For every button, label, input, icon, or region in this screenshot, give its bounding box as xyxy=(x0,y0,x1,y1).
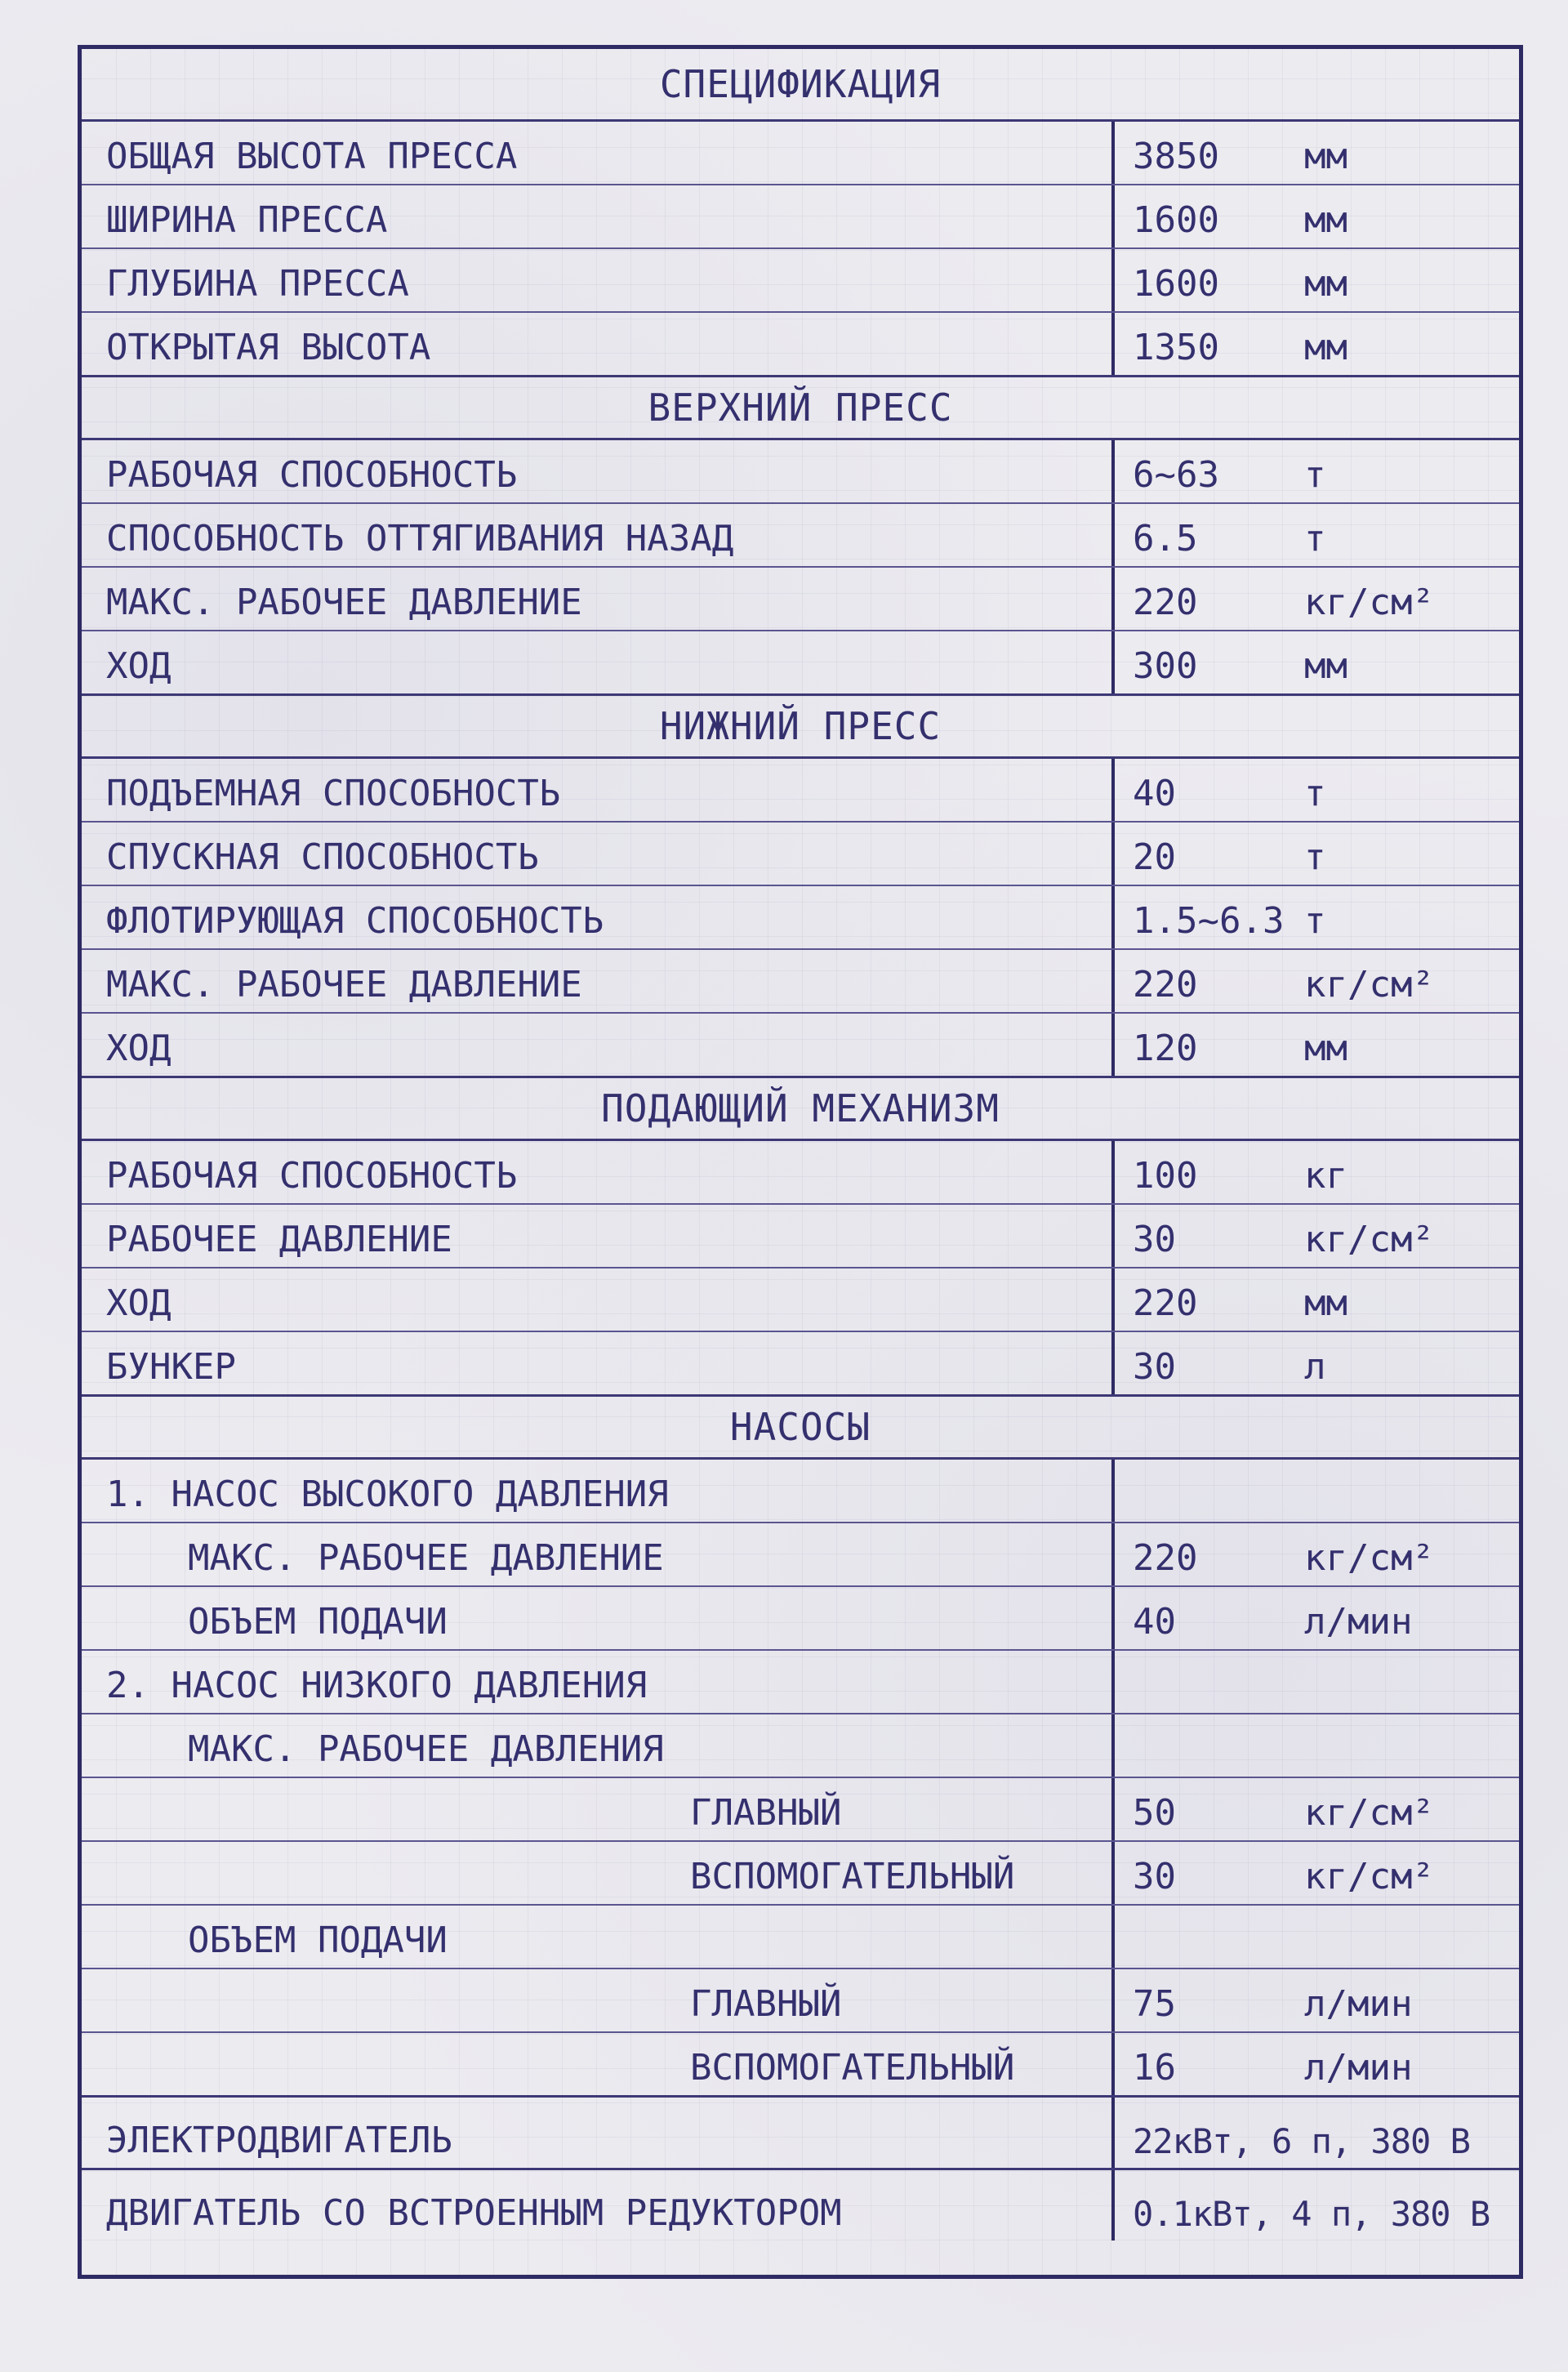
spec-row xyxy=(82,759,1519,823)
spec-value: 1600 xyxy=(1133,199,1219,241)
spec-unit: л xyxy=(1304,1346,1326,1388)
spec-value: 20 xyxy=(1133,836,1176,878)
spec-row xyxy=(82,1268,1519,1332)
spec-row-electric-motor xyxy=(82,2098,1519,2170)
spec-unit: мм xyxy=(1304,1028,1348,1069)
spec-label: РАБОЧЕЕ ДАВЛЕНИЕ xyxy=(82,1205,1115,1267)
spec-value: 16 xyxy=(1133,2047,1176,2089)
spec-row xyxy=(82,1906,1519,1969)
spec-label: ОБЪЕМ ПОДАЧИ xyxy=(82,1587,1115,1649)
spec-unit: кг xyxy=(1304,1155,1348,1197)
spec-unit: т xyxy=(1304,454,1326,496)
spec-row xyxy=(82,1141,1519,1205)
spec-value: 100 xyxy=(1133,1155,1198,1197)
spec-value: 1600 xyxy=(1133,263,1219,305)
spec-value: 30 xyxy=(1133,1346,1176,1388)
spec-label: ВСПОМОГАТЕЛЬНЫЙ xyxy=(82,1842,1115,1904)
spec-unit: кг/см² xyxy=(1304,582,1434,623)
spec-unit: мм xyxy=(1304,327,1348,368)
spec-unit: мм xyxy=(1304,1282,1348,1324)
spec-row xyxy=(82,1778,1519,1842)
spec-label: СПОСОБНОСТЬ ОТТЯГИВАНИЯ НАЗАД xyxy=(82,504,1115,566)
spec-row-width xyxy=(82,185,1519,249)
spec-value: 22кВт, 6 п, 380 В xyxy=(1133,2121,1470,2161)
spec-label: ХОД xyxy=(82,1014,1115,1076)
spec-label: ВСПОМОГАТЕЛЬНЫЙ xyxy=(82,2033,1115,2095)
spec-label: ФЛОТИРУЮЩАЯ СПОСОБНОСТЬ xyxy=(82,886,1115,948)
spec-unit: л/мин xyxy=(1304,1983,1413,2025)
spec-row xyxy=(82,1714,1519,1778)
spec-value: 300 xyxy=(1133,645,1198,687)
spec-unit: мм xyxy=(1304,136,1348,177)
spec-label: ШИРИНА ПРЕССА xyxy=(82,185,1115,247)
specification-sheet xyxy=(78,45,1523,2279)
spec-value: 120 xyxy=(1133,1028,1198,1069)
spec-value: 30 xyxy=(1133,1856,1176,1897)
spec-row xyxy=(82,1205,1519,1268)
spec-value: 40 xyxy=(1133,1601,1176,1643)
spec-unit: мм xyxy=(1304,263,1348,305)
spec-value: 6.5 xyxy=(1133,518,1198,560)
spec-label: МАКС. РАБОЧЕЕ ДАВЛЕНИЕ xyxy=(82,568,1115,630)
section-title-upper-press: ВЕРХНИЙ ПРЕСС xyxy=(82,377,1519,440)
spec-label: ПОДЪЕМНАЯ СПОСОБНОСТЬ xyxy=(82,759,1115,821)
spec-row xyxy=(82,568,1519,631)
spec-unit: т xyxy=(1304,518,1326,560)
spec-row xyxy=(82,823,1519,886)
spec-row-gear-motor xyxy=(82,2170,1519,2240)
spec-row xyxy=(82,1651,1519,1714)
spec-value: 1350 xyxy=(1133,327,1219,368)
spec-unit: т xyxy=(1304,836,1326,878)
spec-row xyxy=(82,1842,1519,1906)
spec-label: МАКС. РАБОЧЕЕ ДАВЛЕНИЯ xyxy=(82,1714,1115,1777)
spec-label: ЭЛЕКТРОДВИГАТЕЛЬ xyxy=(82,2098,1115,2168)
spec-label: 2. НАСОС НИЗКОГО ДАВЛЕНИЯ xyxy=(82,1651,1115,1713)
spec-label: ДВИГАТЕЛЬ СО ВСТРОЕННЫМ РЕДУКТОРОМ xyxy=(82,2170,1115,2240)
spec-unit: л/мин xyxy=(1304,1601,1413,1643)
spec-value: 40 xyxy=(1133,773,1176,814)
spec-unit: л/мин xyxy=(1304,2047,1413,2089)
spec-row xyxy=(82,1523,1519,1587)
spec-label: ГЛАВНЫЙ xyxy=(82,1778,1115,1840)
spec-row xyxy=(82,1014,1519,1078)
spec-row-depth xyxy=(82,249,1519,313)
spec-unit: мм xyxy=(1304,645,1348,687)
spec-label: СПУСКНАЯ СПОСОБНОСТЬ xyxy=(82,823,1115,885)
spec-row xyxy=(82,1332,1519,1397)
spec-label: РАБОЧАЯ СПОСОБНОСТЬ xyxy=(82,440,1115,502)
spec-label: БУНКЕР xyxy=(82,1332,1115,1394)
section-title-pumps: НАСОСЫ xyxy=(82,1397,1519,1460)
spec-row xyxy=(82,631,1519,696)
spec-row-total-height xyxy=(82,122,1519,185)
spec-unit: кг/см² xyxy=(1304,1792,1434,1834)
spec-row xyxy=(82,950,1519,1014)
spec-label: ОТКРЫТАЯ ВЫСОТА xyxy=(82,313,1115,375)
spec-label: 1. НАСОС ВЫСОКОГО ДАВЛЕНИЯ xyxy=(82,1460,1115,1522)
spec-label: ХОД xyxy=(82,631,1115,693)
spec-label: МАКС. РАБОЧЕЕ ДАВЛЕНИЕ xyxy=(82,1523,1115,1585)
spec-row xyxy=(82,1969,1519,2033)
spec-label: ОБЩАЯ ВЫСОТА ПРЕССА xyxy=(82,122,1115,184)
sheet-title: СПЕЦИФИКАЦИЯ xyxy=(82,49,1519,122)
spec-value: 0.1кВт, 4 п, 380 В xyxy=(1133,2194,1490,2234)
spec-value: 6~63 xyxy=(1133,454,1219,496)
spec-unit: кг/см² xyxy=(1304,1219,1434,1260)
spec-value: 220 xyxy=(1133,964,1198,1005)
spec-value: 3850 xyxy=(1133,136,1219,177)
spec-label: ХОД xyxy=(82,1268,1115,1331)
spec-unit: т xyxy=(1304,773,1326,814)
section-title-feeder: ПОДАЮЩИЙ МЕХАНИЗМ xyxy=(82,1078,1519,1141)
spec-value: 1.5~6.3 xyxy=(1133,900,1285,942)
spec-label: МАКС. РАБОЧЕЕ ДАВЛЕНИЕ xyxy=(82,950,1115,1012)
spec-label: ГЛУБИНА ПРЕССА xyxy=(82,249,1115,311)
spec-row xyxy=(82,1587,1519,1651)
spec-unit: т xyxy=(1304,900,1326,942)
section-title-lower-press: НИЖНИЙ ПРЕСС xyxy=(82,696,1519,759)
spec-row xyxy=(82,504,1519,568)
spec-row xyxy=(82,886,1519,950)
spec-value: 220 xyxy=(1133,1282,1198,1324)
spec-label: ОБЪЕМ ПОДАЧИ xyxy=(82,1906,1115,1968)
spec-unit: кг/см² xyxy=(1304,1856,1434,1897)
spec-unit: кг/см² xyxy=(1304,964,1434,1005)
spec-row xyxy=(82,1460,1519,1523)
spec-unit: мм xyxy=(1304,199,1348,241)
spec-row-open-height xyxy=(82,313,1519,377)
spec-value: 220 xyxy=(1133,1537,1198,1579)
spec-value: 75 xyxy=(1133,1983,1176,2025)
spec-unit: кг/см² xyxy=(1304,1537,1434,1579)
spec-value: 30 xyxy=(1133,1219,1176,1260)
spec-label: РАБОЧАЯ СПОСОБНОСТЬ xyxy=(82,1141,1115,1203)
spec-value: 50 xyxy=(1133,1792,1176,1834)
spec-value: 220 xyxy=(1133,582,1198,623)
spec-row xyxy=(82,2033,1519,2098)
spec-label: ГЛАВНЫЙ xyxy=(82,1969,1115,2031)
spec-row xyxy=(82,440,1519,504)
